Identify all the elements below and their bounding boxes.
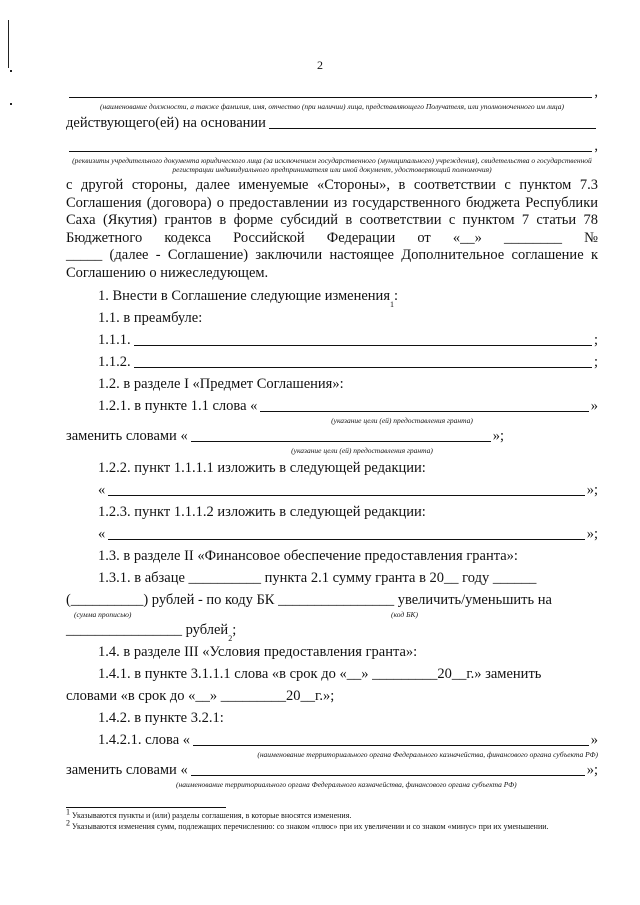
footnote-1: $^1$ Указываются пункты и (или) разделы соглашения, в которые вносятся изменения. <box>66 806 352 820</box>
footnote-separator <box>66 807 226 808</box>
page-number: 2 <box>317 58 323 72</box>
item-1-3: 1.3. в разделе II «Финансовое обеспечение предоставления гранта»: <box>98 547 518 564</box>
caption-requisites: (реквизиты учредительного документа юридического лица (за исключением государственного (муниципального) учреждения), свидетельства о государственной регистрации индивидуального предпринимателя или иной документ, удостоверяющий полномочия) <box>72 156 592 174</box>
treasury-fill[interactable] <box>193 733 589 746</box>
acting-basis-line <box>66 115 598 132</box>
replace-goal-line: заменить словами « »; <box>66 427 504 444</box>
replace-treasury-line: заменить словами « »; <box>66 761 598 778</box>
scan-dot <box>10 103 12 105</box>
item-1-2: 1.2. в разделе I «Предмет Соглашения»: <box>98 375 344 392</box>
representative-line: , <box>66 84 598 101</box>
requisites-fill[interactable] <box>69 139 592 152</box>
grant-goal-fill[interactable] <box>260 399 588 412</box>
requisites-line: , <box>66 138 598 155</box>
caption-representative: (наименование должности, а также фамилия, имя, отчество (при наличии) лица, представляющего Получателя, или уполномоченного им лица) <box>100 102 564 111</box>
caption-goal-2: (указание цели (ей) предоставления гранта) <box>291 445 433 455</box>
acting-basis-label: действующего(ей) на основании <box>66 115 266 131</box>
item-1-1-2-fill[interactable] <box>134 355 592 368</box>
item-1-1-2: 1.1.2. ; <box>98 353 598 370</box>
item-1-4-2-1: 1.4.2.1. слова « » <box>98 731 598 748</box>
item-1-2-2-fill[interactable] <box>108 483 584 496</box>
item-1: 1. Внести в Соглашение следующие изменения 1 : <box>98 287 399 309</box>
item-1-2-3: 1.2.3. пункт 1.1.1.2 изложить в следующей редакции: <box>98 503 426 520</box>
caption-sum: (сумма прописью) <box>74 609 132 619</box>
caption-treasury-2: (наименование территориального органа Федерального казначейства, финансового органа субъекта РФ) <box>176 779 517 789</box>
acting-basis-fill[interactable] <box>269 116 596 129</box>
caption-goal: (указание цели (ей) предоставления гранта) <box>331 415 473 425</box>
item-1-2-3-text: « »; <box>98 525 598 542</box>
item-1-3-1: 1.3.1. в абзаце __________ пункта 2.1 сумму гранта в 20__ году ______ <box>98 569 537 586</box>
footnote-2: $^2$ Указываются изменения сумм, подлежащих перечислению: со знаком «плюс» при их увеличении и со знаком «минус» при их уменьшении. <box>66 817 549 831</box>
item-1-4-1: 1.4.1. в пункте 3.1.1.1 слова «в срок до «__» _________20__г.» заменить <box>98 665 542 682</box>
item-1-2-2-text: « »; <box>98 481 598 498</box>
item-1-2-2: 1.2.2. пункт 1.1.1.1 изложить в следующей редакции: <box>98 459 426 476</box>
item-1-1-1-fill[interactable] <box>134 333 592 346</box>
replace-goal-fill[interactable] <box>191 429 491 442</box>
caption-treasury: (наименование территориального органа Федерального казначейства, финансового органа субъекта РФ) <box>257 749 598 759</box>
item-1-2-1: 1.2.1. в пункте 1.1 слова « » <box>98 397 598 414</box>
item-1-3-1-sum: (__________) рублей - по коду БК ________________ увеличить/уменьшить на <box>66 591 552 608</box>
item-1-2-3-fill[interactable] <box>108 527 584 540</box>
representative-fill[interactable] <box>69 85 592 98</box>
item-1-1-1: 1.1.1. ; <box>98 331 598 348</box>
replace-treasury-fill[interactable] <box>191 763 585 776</box>
item-1-3-1-rubles: ________________ рублей 2 ; <box>66 621 237 643</box>
captions-sum-kbk <box>66 610 598 619</box>
preamble-text: с другой стороны, далее именуемые «Стороны», в соответствии с пунктом 7.3 Соглашения (договора) о предоставлении из государственного бюджета Республики Саха (Якутия) грантов в форме субсидий в соответствии с пунктом 7 статьи 78 Бюджетного кодекса Российской Федерации от «__» ________ № <box>66 177 598 246</box>
preamble-text-end: _____ (далее - Соглашение) заключили настоящее Дополнительное соглашение к Соглашению о нижеследующем. <box>66 247 598 281</box>
caption-kbk: (код БК) <box>391 609 418 619</box>
item-1-4-1-end: словами «в срок до «__» _________20__г.»; <box>66 687 335 704</box>
item-1-4-2: 1.4.2. в пункте 3.2.1: <box>98 709 224 726</box>
agreement-body <box>66 84 598 832</box>
item-1-4: 1.4. в разделе III «Условия предоставления гранта»: <box>98 643 418 660</box>
item-1-1: 1.1. в преамбуле: <box>98 309 203 326</box>
